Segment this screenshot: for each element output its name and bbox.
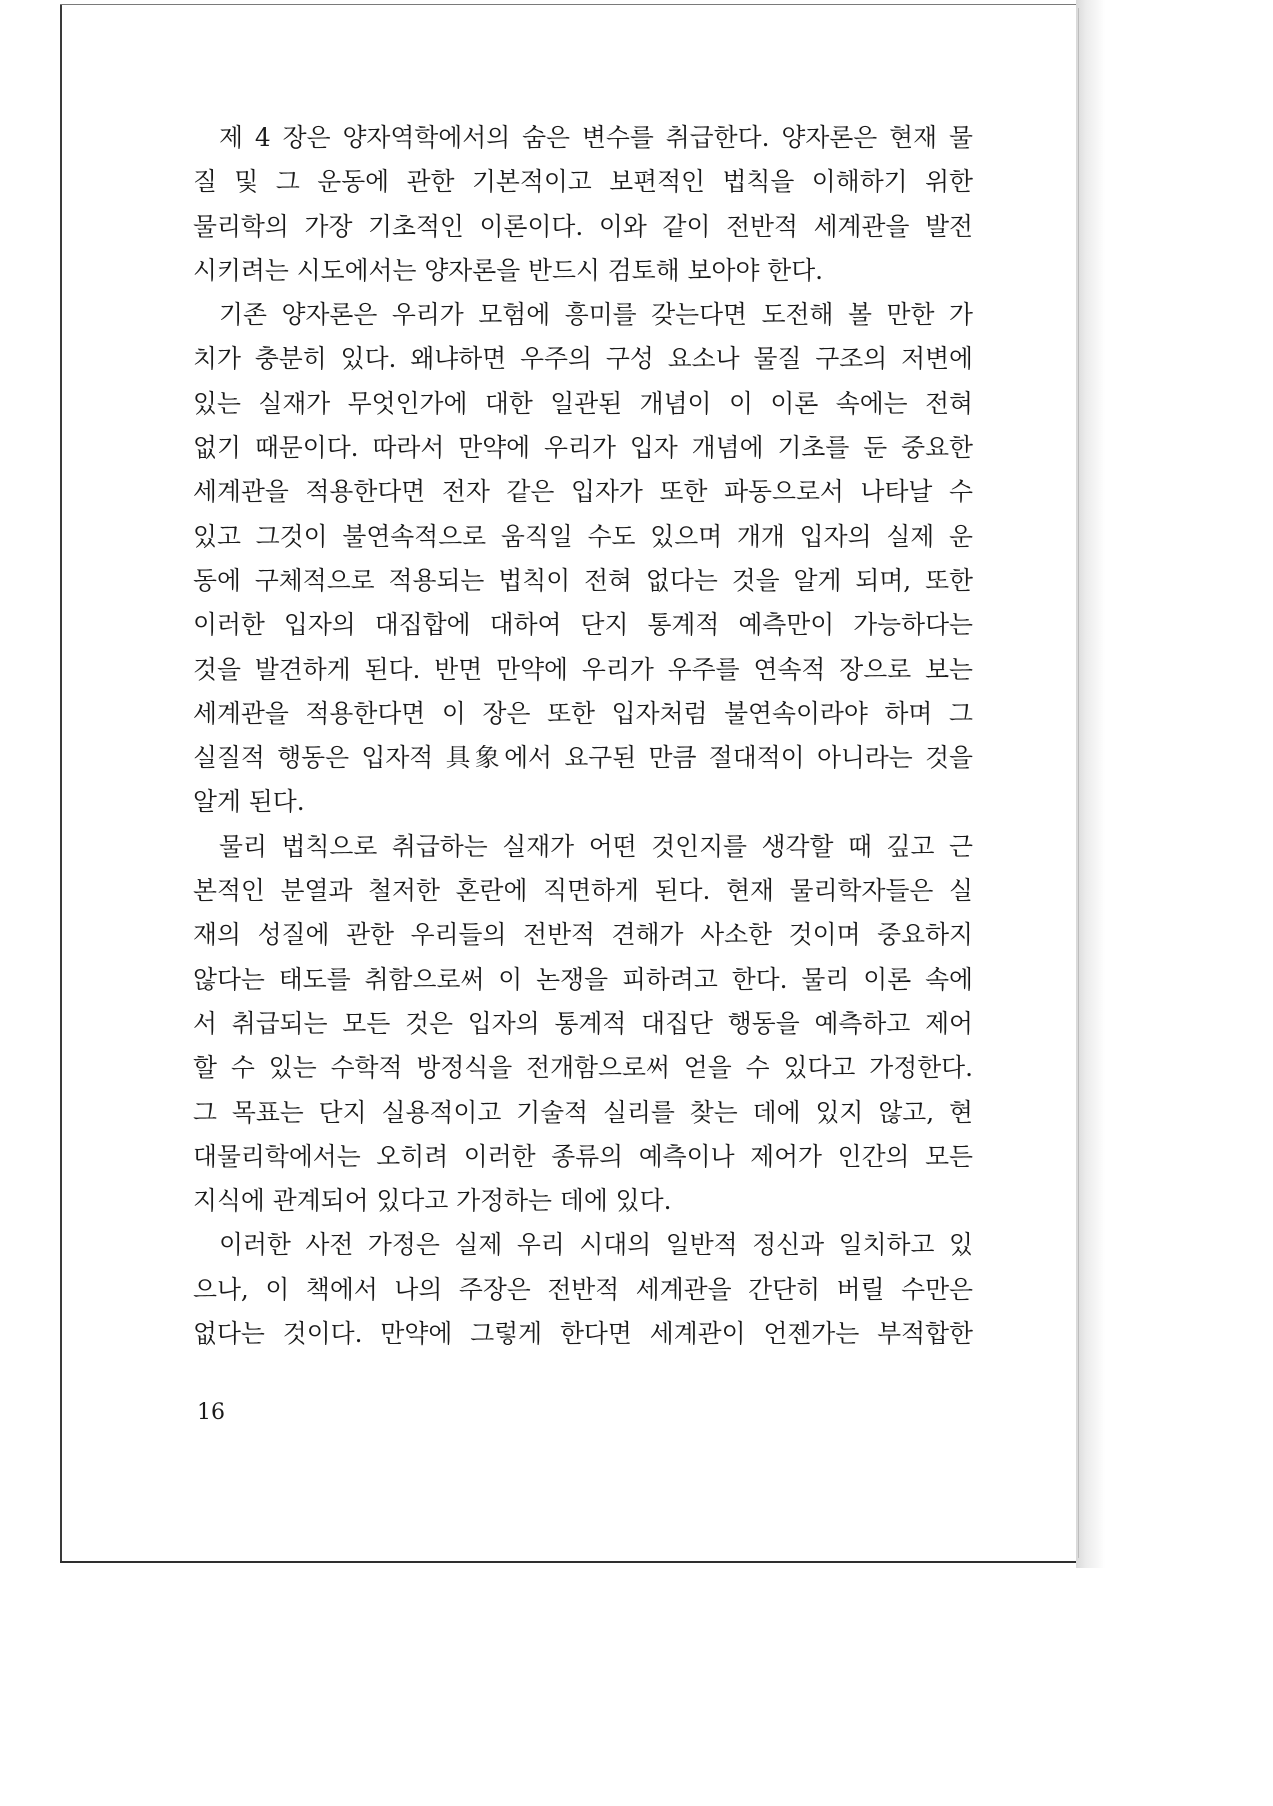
text-line: 알게 된다. — [193, 787, 305, 817]
text-line: 치가 충분히 있다. 왜냐하면 우주의 구성 요소나 물질 구조의 저변에 — [193, 344, 973, 374]
text-line: 이러한 입자의 대집합에 대하여 단지 통계적 예측만이 가능하다는 — [193, 610, 973, 640]
text-line: 본적인 분열과 철저한 혼란에 직면하게 된다. 현재 물리학자들은 실 — [193, 876, 973, 906]
page-bottom-border — [60, 1561, 1090, 1563]
text-line: 이러한 사전 가정은 실제 우리 시대의 일반적 정신과 일치하고 있 — [219, 1230, 973, 1260]
body-text — [193, 116, 973, 1356]
text-line: 물리 법칙으로 취급하는 실재가 어떤 것인지를 생각할 때 깊고 근 — [219, 831, 973, 861]
text-line: 제 4 장은 양자역학에서의 숨은 변수를 취급한다. 양자론은 현재 물 — [219, 123, 973, 152]
text-line: 시키려는 시도에서는 양자론을 반드시 검토해 보아야 한다. — [193, 255, 824, 285]
page-number: 16 — [197, 1400, 225, 1425]
page-left-border — [60, 4, 62, 1562]
page-fold-shadow — [1076, 0, 1105, 1568]
text-line: 지식에 관계되어 있다고 가정하는 데에 있다. — [193, 1186, 672, 1216]
text-line: 동에 구체적으로 적용되는 법칙이 전혀 없다는 것을 알게 되며, 또한 — [193, 565, 973, 595]
text-line: 있는 실재가 무엇인가에 대한 일관된 개념이 이 이론 속에는 전혀 — [193, 388, 973, 418]
text-line: 재의 성질에 관한 우리들의 전반적 견해가 사소한 것이며 중요하지 — [193, 920, 973, 950]
text-line: 세계관을 적용한다면 이 장은 또한 입자처럼 불연속이라야 하며 그 — [193, 698, 973, 728]
text-line: 할 수 있는 수학적 방정식을 전개함으로써 얻을 수 있다고 가정한다. — [193, 1053, 973, 1083]
text-line: 대물리학에서는 오히려 이러한 종류의 예측이나 제어가 인간의 모든 — [193, 1141, 973, 1171]
text-line: 실질적 행동은 입자적 具象에서 요구된 만큼 절대적이 아니라는 것을 — [193, 743, 973, 773]
page-top-border — [60, 4, 1080, 5]
text-line: 않다는 태도를 취함으로써 이 논쟁을 피하려고 한다. 물리 이론 속에 — [193, 964, 973, 994]
text-line: 물리학의 가장 기초적인 이론이다. 이와 같이 전반적 세계관을 발전 — [193, 211, 973, 241]
page-right-border — [1078, 8, 1079, 1558]
text-line: 있고 그것이 불연속적으로 움직일 수도 있으며 개개 입자의 실제 운 — [193, 521, 973, 551]
text-line: 없다는 것이다. 만약에 그렇게 한다면 세계관이 언젠가는 부적합한 — [193, 1319, 973, 1349]
text-line: 것을 발견하게 된다. 반면 만약에 우리가 우주를 연속적 장으로 보는 — [193, 654, 973, 684]
text-line: 으나, 이 책에서 나의 주장은 전반적 세계관을 간단히 버릴 수만은 — [193, 1274, 973, 1304]
text-line: 질 및 그 운동에 관한 기본적이고 보편적인 법칙을 이해하기 위한 — [193, 167, 973, 197]
text-line: 서 취급되는 모든 것은 입자의 통계적 대집단 행동을 예측하고 제어 — [193, 1008, 973, 1038]
text-line: 그 목표는 단지 실용적이고 기술적 실리를 찾는 데에 있지 않고, 현 — [193, 1097, 973, 1127]
text-line: 없기 때문이다. 따라서 만약에 우리가 입자 개념에 기초를 둔 중요한 — [193, 433, 973, 463]
text-line: 세계관을 적용한다면 전자 같은 입자가 또한 파동으로서 나타날 수 — [193, 477, 973, 507]
text-line: 기존 양자론은 우리가 모험에 흥미를 갖는다면 도전해 볼 만한 가 — [219, 300, 973, 330]
